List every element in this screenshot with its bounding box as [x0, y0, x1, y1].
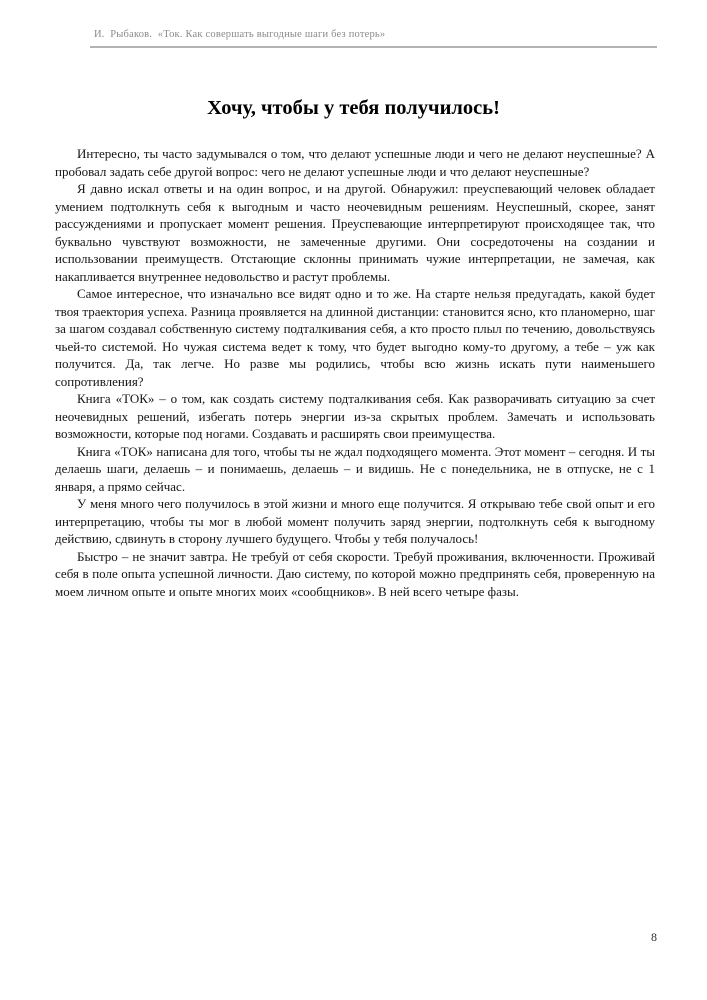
chapter-title: Хочу, чтобы у тебя получилось!: [207, 97, 500, 119]
body-paragraph: Я давно искал ответы и на один вопрос, и на другой. Обнаружил: преуспевающий человек обладает умением подтолкнуть себя к выгодным и часто неочевидным решениям. Неуспешный, скорее, занят рассуждениями и пропускает момент решения. Преуспевающие интерпретируют происходящее так, что буквально чувствуют возможности, не замеченные другими. Они сосредоточены на создании и использовании преимуществ. Отстающие склонны принимать чужие интерпретации, не замечая, как накапливается внутреннее недовольство и растут проблемы.: [55, 181, 655, 284]
body-text: [55, 145, 655, 600]
body-paragraph: Интересно, ты часто задумывался о том, что делают успешные люди и чего не делают неуспешные? А пробовал задать себе другой вопрос: чего не делают успешные люди и что делают неуспешные?: [55, 146, 655, 179]
body-paragraph: Книга «ТОК» – о том, как создать систему подталкивания себя. Как разворачивать ситуацию за счет неочевидных решений, избегать потерь энергии из-за скрытых проблем. Замечать и использовать возможности, которые под ногами. Создавать и расширять свои преимущества.: [55, 391, 655, 441]
running-header: И. Рыбаков. «Ток. Как совершать выгодные шаги без потерь»: [94, 29, 386, 40]
body-paragraph: Книга «ТОК» написана для того, чтобы ты не ждал подходящего момента. Этот момент – сегодня. И ты делаешь шаги, делаешь – и понимаешь, делаешь – и видишь. Не с понедельника, не в отпуске, не с 1 января, а прямо сейчас.: [55, 443, 655, 494]
body-paragraph: У меня много чего получилось в этой жизни и много еще получится. Я открываю тебе свой опыт и его интерпретацию, чтобы ты мог в любой момент получить заряд энергии, подтолкнуть себя к выгодному действию, сдвинуть в сторону лучшего будущего. Чтобы у тебя получалось!: [55, 496, 655, 546]
page-number: 8: [651, 930, 657, 944]
body-paragraph: Быстро – не значит завтра. Не требуй от себя скорости. Требуй проживания, включенности. Проживай себя в поле опыта успешной личности. Даю систему, по которой можно предпринять себя, проверенную на моем личном опыте и опыте многих моих «сообщников». В ней всего четыре фазы.: [55, 548, 655, 599]
header-rule-divider: [90, 46, 657, 48]
body-paragraph: Самое интересное, что изначально все видят одно и то же. На старте нельзя предугадать, какой будет твоя траектория успеха. Разница проявляется на длинной дистанции: становится ясно, кто планомерно, шаг за шагом создавал собственную систему подталкивания себя, а кто просто плыл по течению, довольствуясь чьей-то системой. Но чужая система ведет к тому, что будет выгодно кому-то другому, а тебе – уж как получится. Да, так легче. Но разве мы родились, чтобы всю жизнь искать пути наименьшего сопротивления?: [55, 286, 655, 389]
